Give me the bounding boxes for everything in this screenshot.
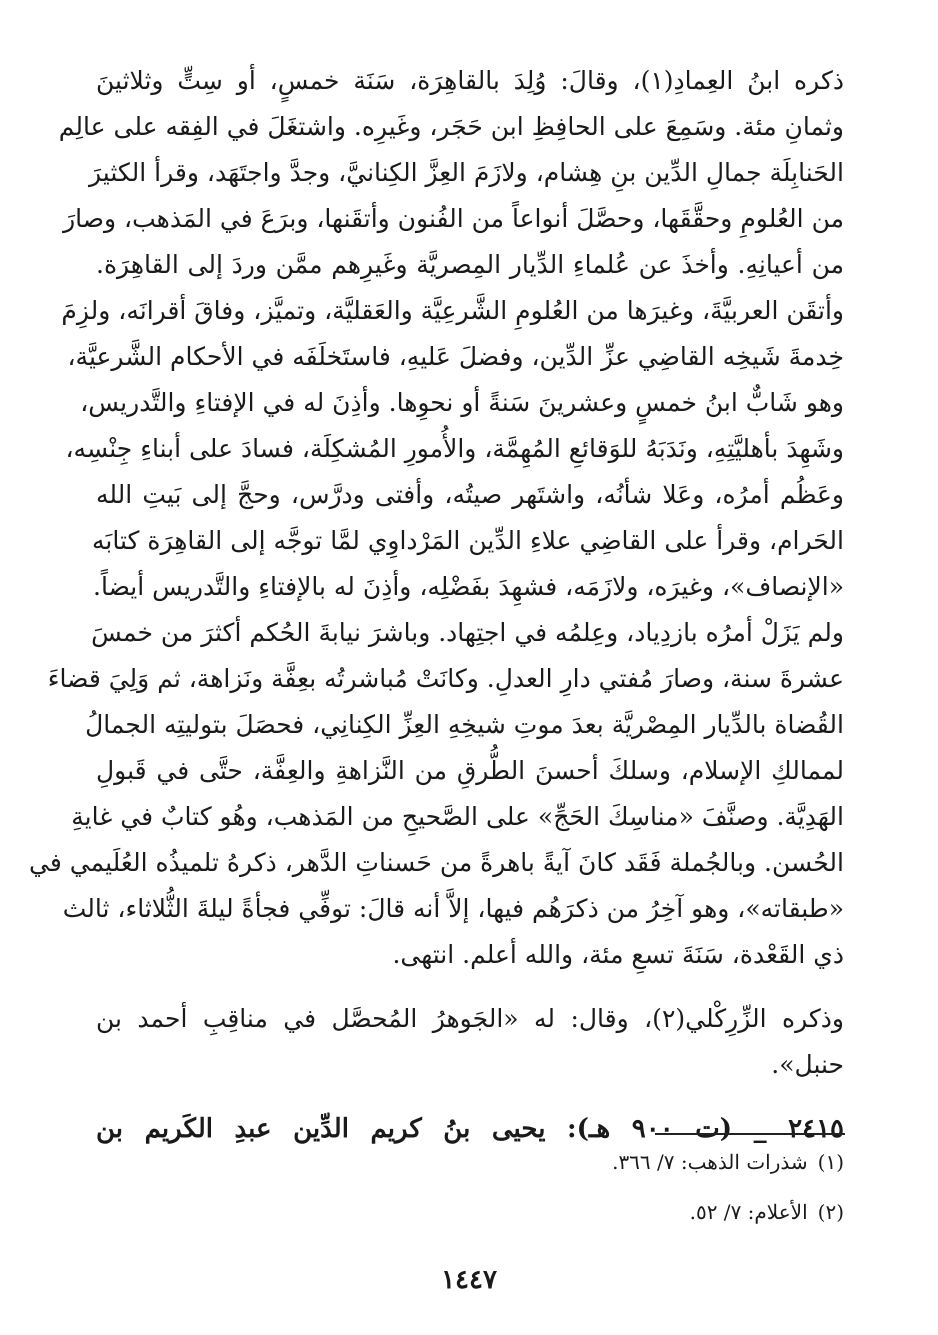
text-line: القُضاة بالدِّيار المِصْريَّة بعدَ موتِ شيخِهِ العِزِّ الكِنانِي، فحصَلَ بتوليتِه الجمالُ: [85, 710, 844, 739]
page-number: ١٤٤٧: [441, 1265, 497, 1295]
footnotes: [96, 1148, 844, 1248]
text-line: وذكره الزِّرِكْلي(٢)، وقال: له «الجَوهرُ المُحصَّل في مناقِبِ أحمد بن: [96, 1004, 844, 1033]
text-line: وعَظُم أمرُه، وعَلا شأنُه، واشتَهر صيتُه، وأفتى ودرَّس، وحجَّ إلى بَيتِ الله: [96, 480, 844, 509]
text-line: الهَدِيَّة. وصنَّفَ «مناسِكَ الحَجِّ» على الصَّحيحِ من المَذهب، وهُو كتابٌ في غايةِ: [71, 802, 844, 831]
text-line: وثمانِ مئة. وسَمِعَ على الحافِظِ ابن حَجَر، وغَيرِه. واشتغَلَ في الفِقه على عالِم: [58, 112, 844, 141]
text-line: ذكره ابنُ العِمادِ(١)، وقالَ: وُلِدَ بالقاهِرَة، سَنَة خمسٍ، أو سِتٍّ وثلاثينَ: [96, 66, 844, 95]
text-line: وأتقَن العربيَّةَ، وغيرَها من العُلومِ الشَّرعِيَّة والعَقليَّة، وتميَّز، وفاقَ أقرانَه، ولزِمَ: [61, 296, 844, 325]
text-line: ذي القَعْدة، سَنَةَ تسعِ مئة، والله أعلم. انتهى.: [392, 940, 844, 969]
first-paragraph: [29, 58, 844, 978]
text-line: لممالكِ الإسلام، وسلكَ أحسنَ الطُّرقِ من النَّزاهةِ والعِفَّة، حتَّى في قَبولِ: [96, 756, 844, 785]
main-text-block: [29, 58, 845, 1152]
footnote-separator: [655, 1133, 845, 1135]
text-line: الحَنابِلَة جمالِ الدِّين بنِ هِشام، ولازَمَ العِزَّ الكِنانيَّ، وجدَّ واجتَهَد، وقرأ الكثيرَ: [88, 158, 844, 187]
footnote-text: الأعلام: ٧/ ٥٢.: [689, 1200, 808, 1224]
text-line: وشَهِدَ بأهليَّتِهِ، ونَدَبَهُ للوَقائعِ المُهِمَّة، والأُمورِ المُشكِلَة، فسادَ على أبناءِ جِنْسِه،: [65, 434, 844, 463]
paragraph-gap: [96, 1088, 844, 1106]
entry-heading: ٢٤١٥ _ (ت ٩٠٠ هـ): يحيى بنُ كريم الدِّين عبدِ الكَريم بن: [96, 1114, 845, 1144]
footnote-number: (٢): [817, 1200, 844, 1224]
text-line: الحُسن. وبالجُملة فَقَد كانَ آيةً باهرةً من حَسناتِ الدَّهر، ذكرهُ تلميذُه العُلَيمي في: [29, 848, 844, 877]
footnote: [96, 1148, 844, 1176]
text-line: «الإنصاف»، وغيرَه، ولازَمَه، فشهِدَ بفَضْلِه، وأذِنَ له بالإفتاءِ والتَّدريس أيضاً.: [93, 572, 844, 601]
text-line: الحَرام، وقرأ على القاضِي علاءِ الدِّين المَرْداوِي لمَّا توجَّه إلى القاهِرَة كتابَه: [91, 526, 844, 555]
text-line: من العُلومِ وحقَّقَها، وحصَّلَ أنواعاً من الفُنون وأتقَنها، وبرَعَ في المَذهب، وصارَ: [63, 204, 844, 233]
footnote-text: شذرات الذهب: ٧/ ٣٦٦.: [612, 1150, 808, 1174]
text-line: خِدمةَ شَيخِه القاضِي عزِّ الدِّين، وفضلَ عَليهِ، فاستَخلَفَه في الأحكام الشَّرعيَّة،: [67, 342, 844, 371]
entry-heading-block: [96, 1106, 844, 1152]
text-line: «طبقاته»، وهو آخِرُ من ذكرَهُم فيها، إلاَّ أنه قالَ: توفِّي فجأةً ليلةَ الثُّلاثاء، ثالث: [62, 894, 844, 923]
text-line: عشرةَ سنة، وصارَ مُفتي دارِ العدلِ. وكانَتْ مُباشرتُه بعِفَّة ونَزاهة، ثم وَلِيَ قضاءَ: [47, 664, 844, 693]
text-line: وهو شَابٌّ ابنُ خمسٍ وعشرينَ سَنةً أو نحوِها. وأذِنَ له في الإفتاءِ والتَّدريس،: [80, 388, 844, 417]
footnote-number: (١): [817, 1150, 844, 1174]
footnote: [96, 1198, 844, 1226]
text-line: من أعيانِهِ. وأخذَ عن عُلماءِ الدِّيار المِصريَّة وغَيرِهم ممَّن وردَ إلى القاهِرَة.: [96, 250, 844, 279]
text-line: حنبل».: [771, 1050, 844, 1079]
paragraph-gap: [96, 978, 844, 996]
text-line: ولم يَزَلْ أمرُه بازدِياد، وعِلمُه في اجتِهاد. وباشرَ نيابةَ الحُكم أكثرَ من خمسَ: [91, 618, 844, 647]
second-paragraph: [96, 996, 844, 1088]
